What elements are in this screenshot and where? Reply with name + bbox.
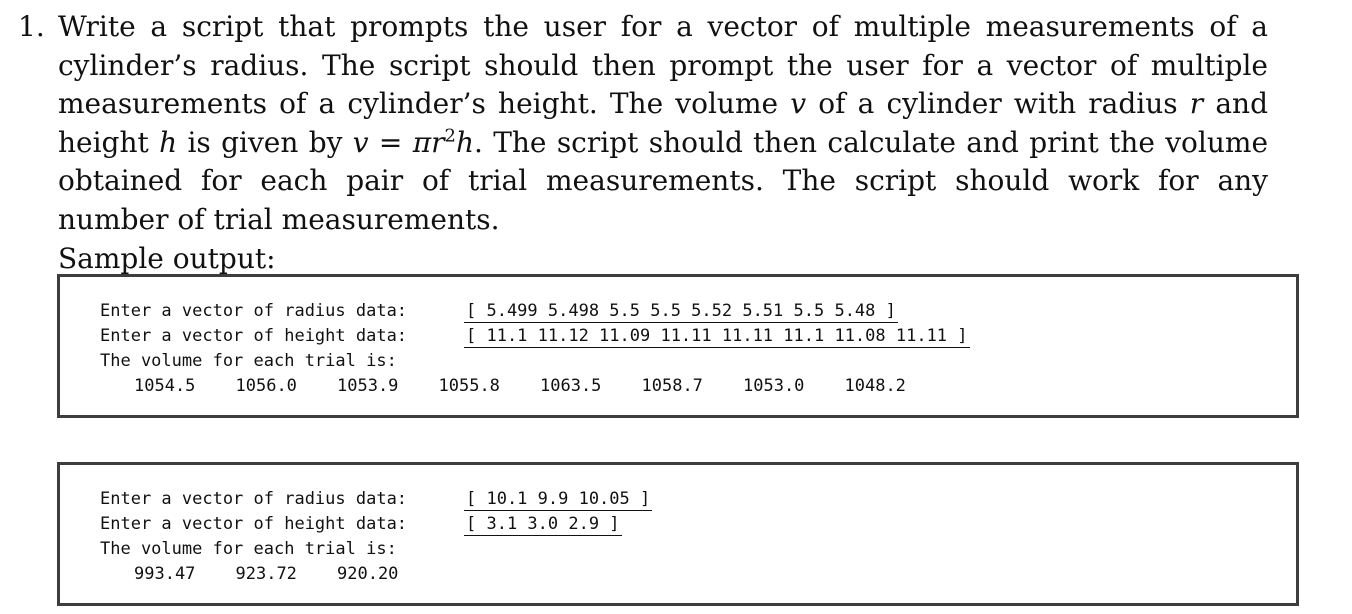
problem-text: Write a script that prompts the user for a vector of multiple measurements of a cylinder’s radius. The script should then prompt the user for a vector of multiple measurements of a cylinder’s height. The volume v of a cylinder with radius r and height h is given by $v = \pi r^2h$. The script should then calculate and print the volume obtained for each pair of trial measurements. The script should work for any number of trial measurements. Sample output: [58, 8, 1268, 278]
radius-line [100, 299, 898, 324]
height-prompt: Enter a vector of height data: [100, 514, 408, 534]
height-line [100, 324, 970, 349]
problem-statement [18, 8, 1268, 278]
volume-value: 1055.8 [438, 376, 500, 396]
result-label: The volume for each trial is: [100, 539, 397, 559]
volume-value: 1063.5 [540, 376, 602, 396]
height-line [100, 512, 622, 537]
result-label: The volume for each trial is: [100, 351, 397, 371]
volume-value: 923.72 [235, 564, 297, 584]
var-v: v [790, 87, 807, 121]
var-h: h [159, 125, 178, 159]
sample-output-box-2 [57, 462, 1299, 606]
radius-prompt: Enter a vector of radius data: [100, 301, 408, 321]
volume-value: 1058.7 [641, 376, 703, 396]
height-prompt: Enter a vector of height data: [100, 326, 408, 346]
volume-value: 920.20 [337, 564, 399, 584]
height-input: [ 11.1 11.12 11.09 11.11 11.11 11.1 11.08 11.11 ] [466, 326, 968, 346]
volume-results [134, 562, 439, 587]
volume-value: 1054.5 [134, 376, 196, 396]
radius-line [100, 487, 652, 512]
volume-formula: $v = \pi r^2h$ [352, 125, 474, 159]
radius-prompt: Enter a vector of radius data: [100, 489, 408, 509]
radius-input: [ 10.1 9.9 10.05 ] [466, 489, 651, 509]
volume-value: 1048.2 [844, 376, 906, 396]
radius-input: [ 5.499 5.498 5.5 5.5 5.52 5.51 5.5 5.48 ] [466, 301, 896, 321]
volume-value: 1053.9 [337, 376, 399, 396]
volume-value: 1053.0 [743, 376, 805, 396]
var-r: r [1189, 87, 1204, 121]
sample-output-box-1 [57, 274, 1299, 418]
volume-results [134, 374, 946, 399]
problem-number: 1. [18, 10, 45, 43]
volume-value: 993.47 [134, 564, 196, 584]
height-input: [ 3.1 3.0 2.9 ] [466, 514, 620, 534]
volume-value: 1056.0 [235, 376, 297, 396]
sample-output-label: Sample output: [58, 241, 276, 275]
